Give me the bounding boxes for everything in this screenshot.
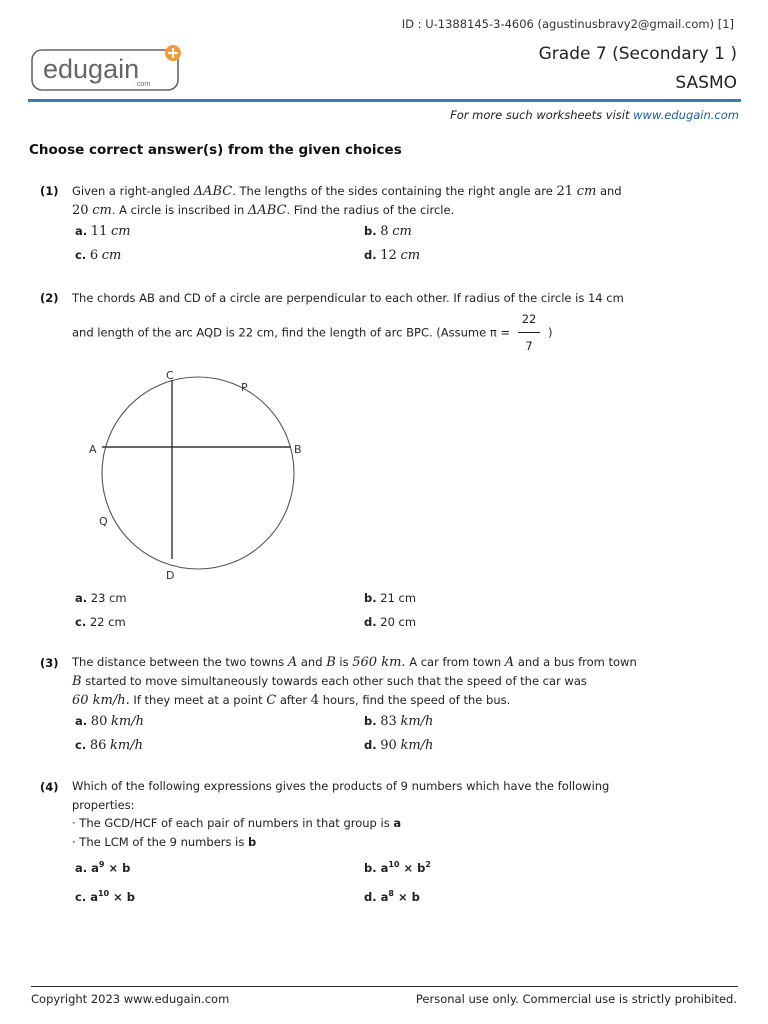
- label-p: P: [241, 381, 248, 394]
- label-q: Q: [99, 515, 108, 528]
- label-a: A: [89, 443, 97, 456]
- q1-number: (1): [40, 184, 59, 198]
- q2-option-a[interactable]: a. 23 cm: [75, 591, 127, 605]
- q1-text: Given a right-angled ΔABC. The lengths of the sides containing the right angle are 21 cm and 20 cm. A circle is inscribed in ΔABC. Find the radius of the circle.: [72, 184, 622, 218]
- instructions: Choose correct answer(s) from the given choices: [29, 142, 402, 158]
- footer-notice: Personal use only. Commercial use is strictly prohibited.: [415, 992, 737, 1006]
- q1-option-c[interactable]: c. 6 cm: [75, 248, 122, 263]
- q2-option-c[interactable]: c. 22 cm: [75, 615, 126, 629]
- q3-option-d[interactable]: d. 90 km/h: [364, 738, 434, 753]
- subject-title: SASMO: [675, 73, 737, 93]
- q4-option-d[interactable]: d. $a^8 \times b$: [364, 889, 420, 904]
- svg-text:.com: .com: [135, 81, 151, 88]
- visit-note: [450, 108, 739, 122]
- circle-diagram: [80, 362, 310, 591]
- label-b: B: [294, 443, 302, 456]
- q2-number: (2): [40, 291, 59, 305]
- q3-number: (3): [40, 656, 59, 670]
- q2-option-b[interactable]: b. 21 cm: [364, 591, 417, 605]
- grade-title: Grade 7 (Secondary 1 ): [538, 44, 737, 64]
- q3-option-a[interactable]: a. 80 km/h: [75, 714, 144, 729]
- q2-option-d[interactable]: d. 20 cm: [364, 615, 417, 629]
- footer-rule: [31, 986, 738, 987]
- q4-number: (4): [40, 780, 59, 794]
- q3-text: The distance between the two towns A and B is 560 km. A car from town A and a bus from town B started to move simultaneously towards each other such that the speed of the car was 60 km/h. If they meet at a point C after 4 hours, find the speed of the bus.: [72, 655, 637, 708]
- q1-option-b[interactable]: b. 8 cm: [364, 224, 412, 239]
- q4-option-c[interactable]: c. $a^{10} \times b$: [75, 889, 135, 904]
- q1-option-d[interactable]: d. 12 cm: [364, 248, 421, 263]
- q3-option-c[interactable]: c. 86 km/h: [75, 738, 144, 753]
- footer-copyright: Copyright 2023 www.edugain.com: [31, 992, 230, 1006]
- q2-line1: The chords AB and CD of a circle are perpendicular to each other. If radius of the circle is 14 cm: [72, 291, 624, 305]
- header-rule: [28, 99, 741, 102]
- visit-text: For more such worksheets visit: [450, 108, 634, 122]
- q2-line2: and length of the arc AQD is 22 cm, find the length of arc BPC. (Assume π = $\frac{22}{7}$ ): [72, 310, 672, 356]
- label-d: D: [166, 569, 175, 582]
- worksheet-id: ID : U-1388145-3-4606 (agustinusbravy2@gmail.com) [1]: [401, 17, 734, 31]
- q4-text: Which of the following expressions gives the products of 9 numbers which have the following properties: · The GCD/HCF of each pair of numbers in that group is a · The LCM of the 9 numbers is b: [72, 779, 610, 849]
- edugain-logo[interactable]: [31, 45, 178, 91]
- q4-option-a[interactable]: a. $a^9 \times b$: [75, 860, 131, 875]
- q4-option-b[interactable]: b. $a^{10} \times b^2$: [364, 860, 431, 875]
- svg-text:edugain: edugain: [43, 54, 140, 84]
- label-c: C: [166, 369, 174, 382]
- circle: [102, 377, 294, 569]
- edugain-logo-graphic: [31, 45, 183, 95]
- visit-link[interactable]: www.edugain.com: [633, 108, 739, 122]
- q1-option-a[interactable]: a. 11 cm: [75, 224, 131, 239]
- q3-option-b[interactable]: b. 83 km/h: [364, 714, 434, 729]
- pi-fraction: $\frac{22}{7}$: [518, 310, 541, 356]
